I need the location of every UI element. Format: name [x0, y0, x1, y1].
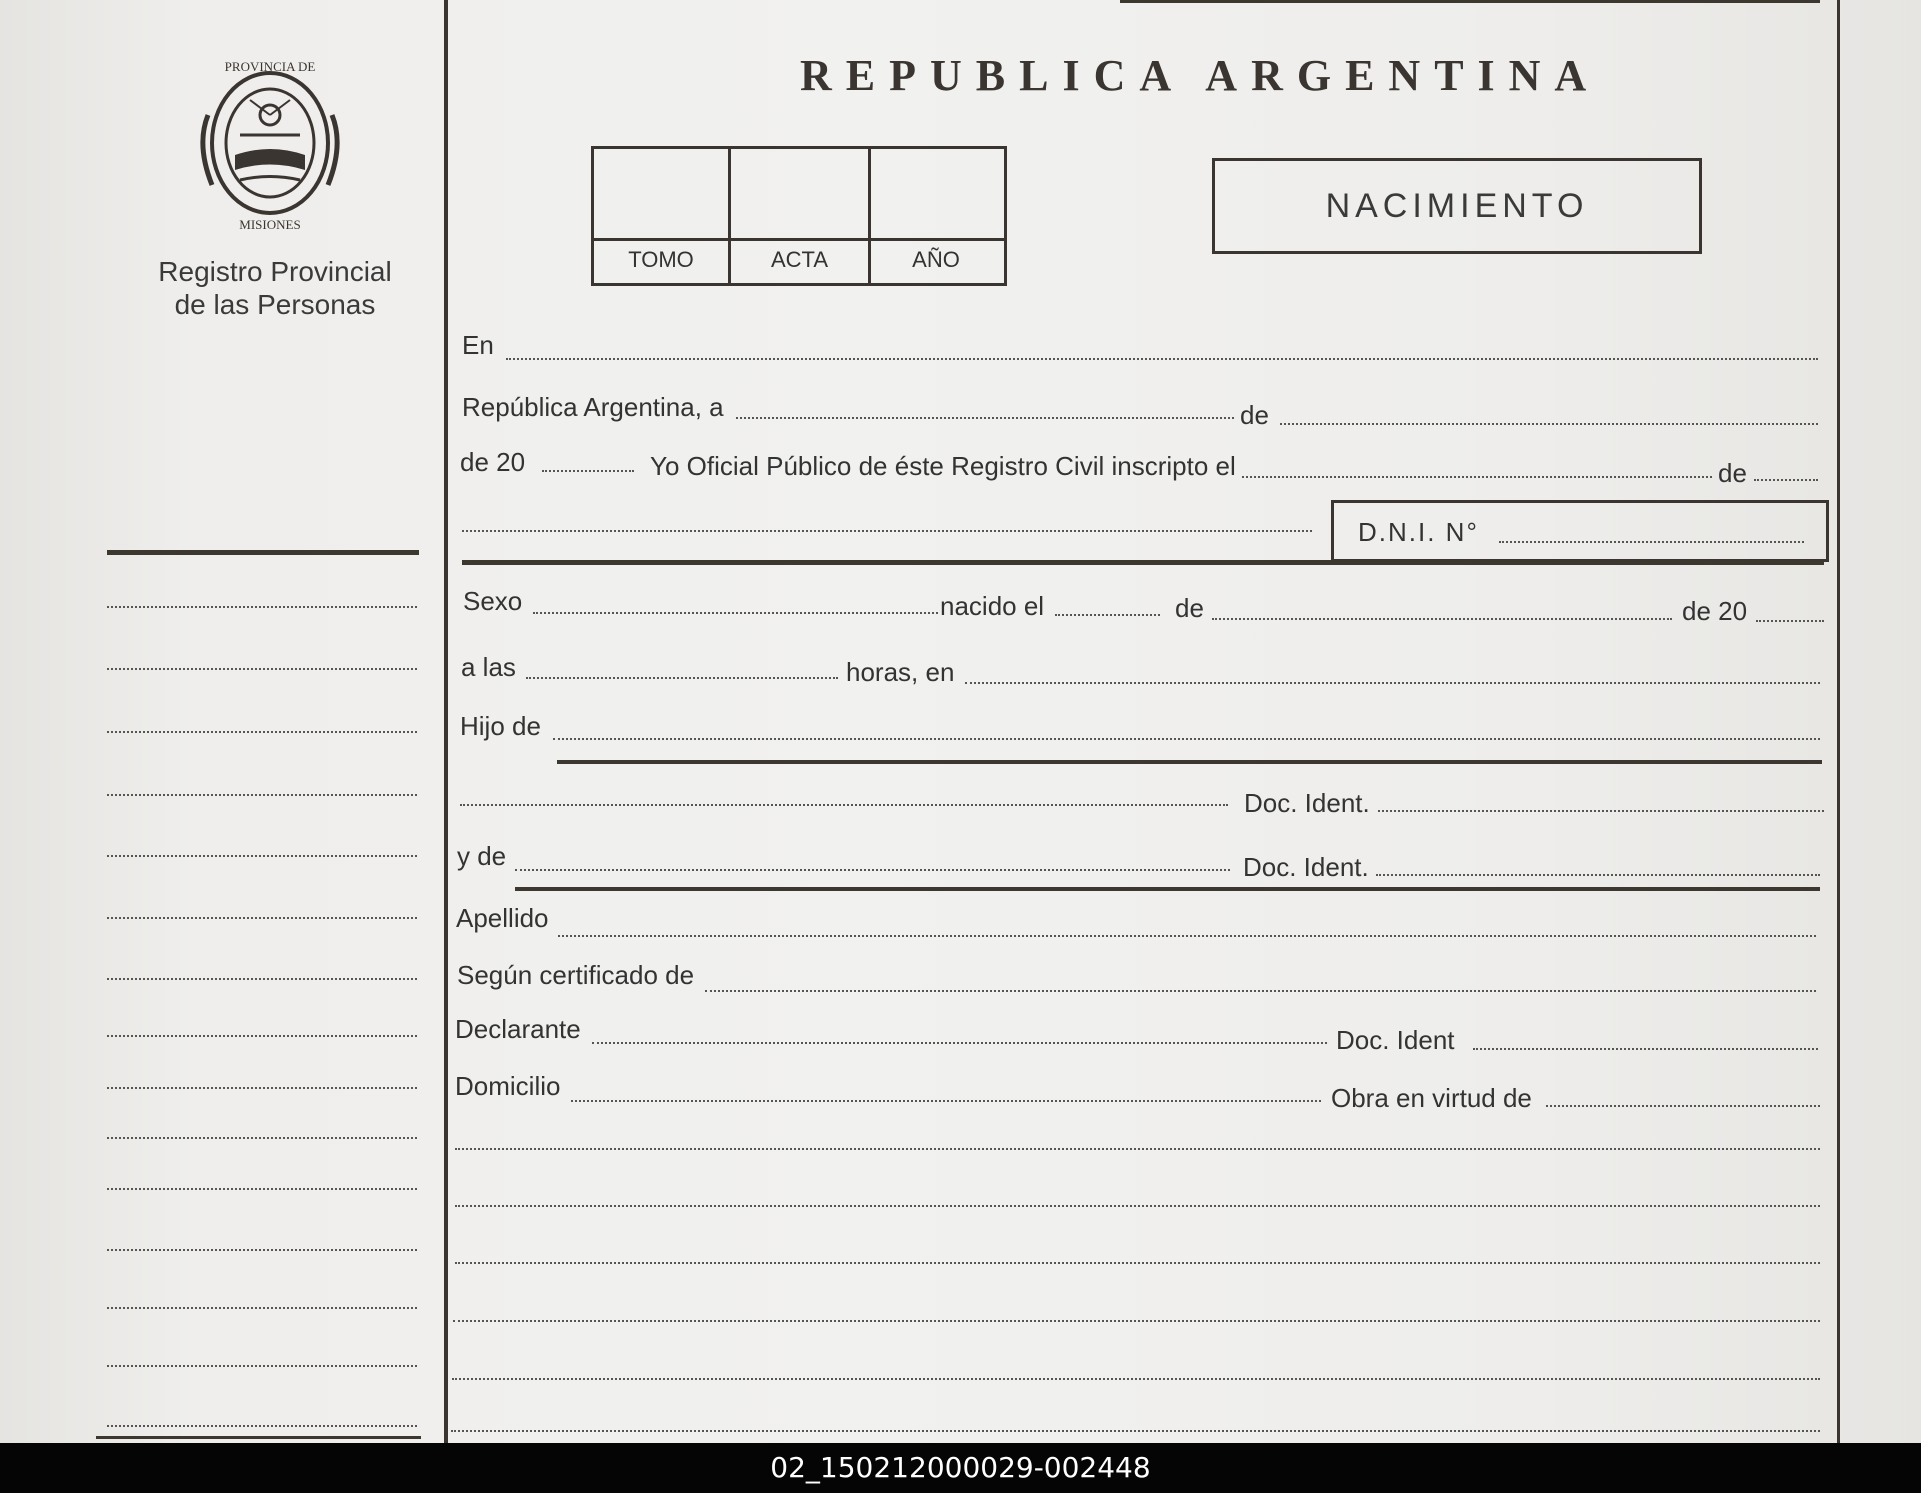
label-doc-ident-2: Doc. Ident.: [1243, 852, 1369, 882]
label-domicilio: Domicilio: [455, 1071, 561, 1101]
field-month[interactable]: [1280, 423, 1818, 425]
label-hijo-de: Hijo de: [460, 711, 541, 741]
left-column-divider: [444, 0, 448, 1443]
top-border: [1120, 0, 1820, 3]
label-de-20: de 20: [460, 447, 526, 477]
field-birth-year[interactable]: [1756, 620, 1824, 622]
field-birth-month[interactable]: [1212, 618, 1672, 620]
field-dni[interactable]: [1499, 541, 1804, 543]
field-parent-2[interactable]: [515, 869, 1230, 871]
label-nacido-el: nacido el: [940, 591, 1045, 621]
field-birth-time[interactable]: [526, 677, 838, 679]
margin-line: [107, 855, 417, 857]
document-title: REPUBLICA ARGENTINA: [800, 51, 1601, 100]
field-inscription-month[interactable]: [1754, 479, 1818, 481]
label-en: En: [462, 330, 494, 360]
label-sexo: Sexo: [463, 586, 523, 616]
label-yo-oficial: Yo Oficial Público de éste Registro Civil inscripto el: [650, 451, 1236, 481]
field-birth-day[interactable]: [1055, 614, 1160, 616]
field-declarante[interactable]: [592, 1042, 1327, 1044]
field-en[interactable]: [506, 358, 1818, 360]
field-sexo[interactable]: [533, 612, 938, 614]
table-divider: [594, 238, 1004, 241]
misiones-seal-icon: [190, 55, 350, 235]
label-apellido: Apellido: [456, 903, 549, 933]
label-horas-en: horas, en: [846, 657, 955, 687]
right-border: [1837, 0, 1840, 1443]
label-republica-a: República Argentina, a: [462, 392, 724, 422]
label-a-las: a las: [461, 652, 516, 682]
margin-line: [107, 1365, 417, 1367]
margin-line: [107, 1188, 417, 1190]
field-obra-en-virtud[interactable]: [1546, 1105, 1820, 1107]
left-column-rule: [107, 550, 419, 555]
label-de: de: [1240, 400, 1269, 430]
field-domicilio[interactable]: [571, 1100, 1321, 1102]
field-day[interactable]: [736, 417, 1234, 419]
left-column-bottom-rule: [96, 1436, 421, 1439]
margin-line: [107, 668, 417, 670]
label-de-c: de: [1175, 593, 1204, 623]
field-certificado[interactable]: [705, 990, 1816, 992]
margin-line: [107, 794, 417, 796]
tomo-label: TOMO: [628, 247, 694, 272]
seal-bottom-text: MISIONES: [239, 217, 301, 232]
acta-label: ACTA: [770, 247, 829, 272]
label-doc-ident-3: Doc. Ident: [1336, 1025, 1455, 1055]
field-birth-place[interactable]: [965, 682, 1820, 684]
blank-line[interactable]: [453, 1320, 1820, 1322]
seal-top-text: PROVINCIA DE: [224, 59, 316, 74]
label-segun-certificado: Según certificado de: [457, 960, 695, 990]
label-de-b: de: [1718, 458, 1747, 488]
registry-line-1: Registro Provincial: [158, 256, 392, 287]
image-id-caption: 02_150212000029-002448: [0, 1443, 1921, 1493]
blank-line[interactable]: [455, 1148, 1820, 1150]
dni-box: [1331, 500, 1829, 562]
label-dni: D.N.I. N°: [1358, 517, 1479, 547]
field-year[interactable]: [542, 470, 634, 472]
margin-line: [107, 606, 417, 608]
blank-line[interactable]: [455, 1205, 1820, 1207]
margin-line: [107, 1249, 417, 1251]
field-parent-2-doc[interactable]: [1376, 874, 1820, 876]
act-type-box: NACIMIENTO: [1212, 158, 1702, 254]
label-doc-ident-1: Doc. Ident.: [1244, 788, 1370, 818]
label-obra-en-virtud: Obra en virtud de: [1331, 1083, 1532, 1113]
margin-line: [107, 917, 417, 919]
label-declarante: Declarante: [455, 1014, 581, 1044]
label-y-de: y de: [457, 841, 507, 871]
field-parent-1-doc[interactable]: [1378, 810, 1824, 812]
margin-line: [107, 1087, 417, 1089]
ano-label: AÑO: [912, 247, 960, 272]
field-parent-1-name[interactable]: [460, 804, 1228, 806]
blank-line[interactable]: [451, 1430, 1820, 1432]
section-rule-1: [462, 560, 1824, 565]
section-rule-2: [557, 760, 1822, 764]
field-apellido[interactable]: [558, 935, 1816, 937]
margin-line: [107, 1307, 417, 1309]
margin-line: [107, 978, 417, 980]
label-de-20-b: de 20: [1682, 596, 1748, 626]
margin-line: [107, 1137, 417, 1139]
field-parent-1[interactable]: [553, 738, 1820, 740]
registry-name: [130, 255, 420, 321]
field-declarante-doc[interactable]: [1473, 1048, 1818, 1050]
field-inscription-date[interactable]: [1242, 476, 1712, 478]
blank-line[interactable]: [455, 1262, 1820, 1264]
book-reference-table: [591, 146, 1007, 286]
section-rule-3: [515, 887, 1820, 891]
blank-line[interactable]: [452, 1378, 1820, 1380]
registry-line-2: de las Personas: [174, 289, 376, 320]
margin-line: [107, 731, 417, 733]
margin-line: [107, 1035, 417, 1037]
margin-line: [107, 1425, 417, 1427]
field-officer-name[interactable]: [462, 530, 1312, 532]
